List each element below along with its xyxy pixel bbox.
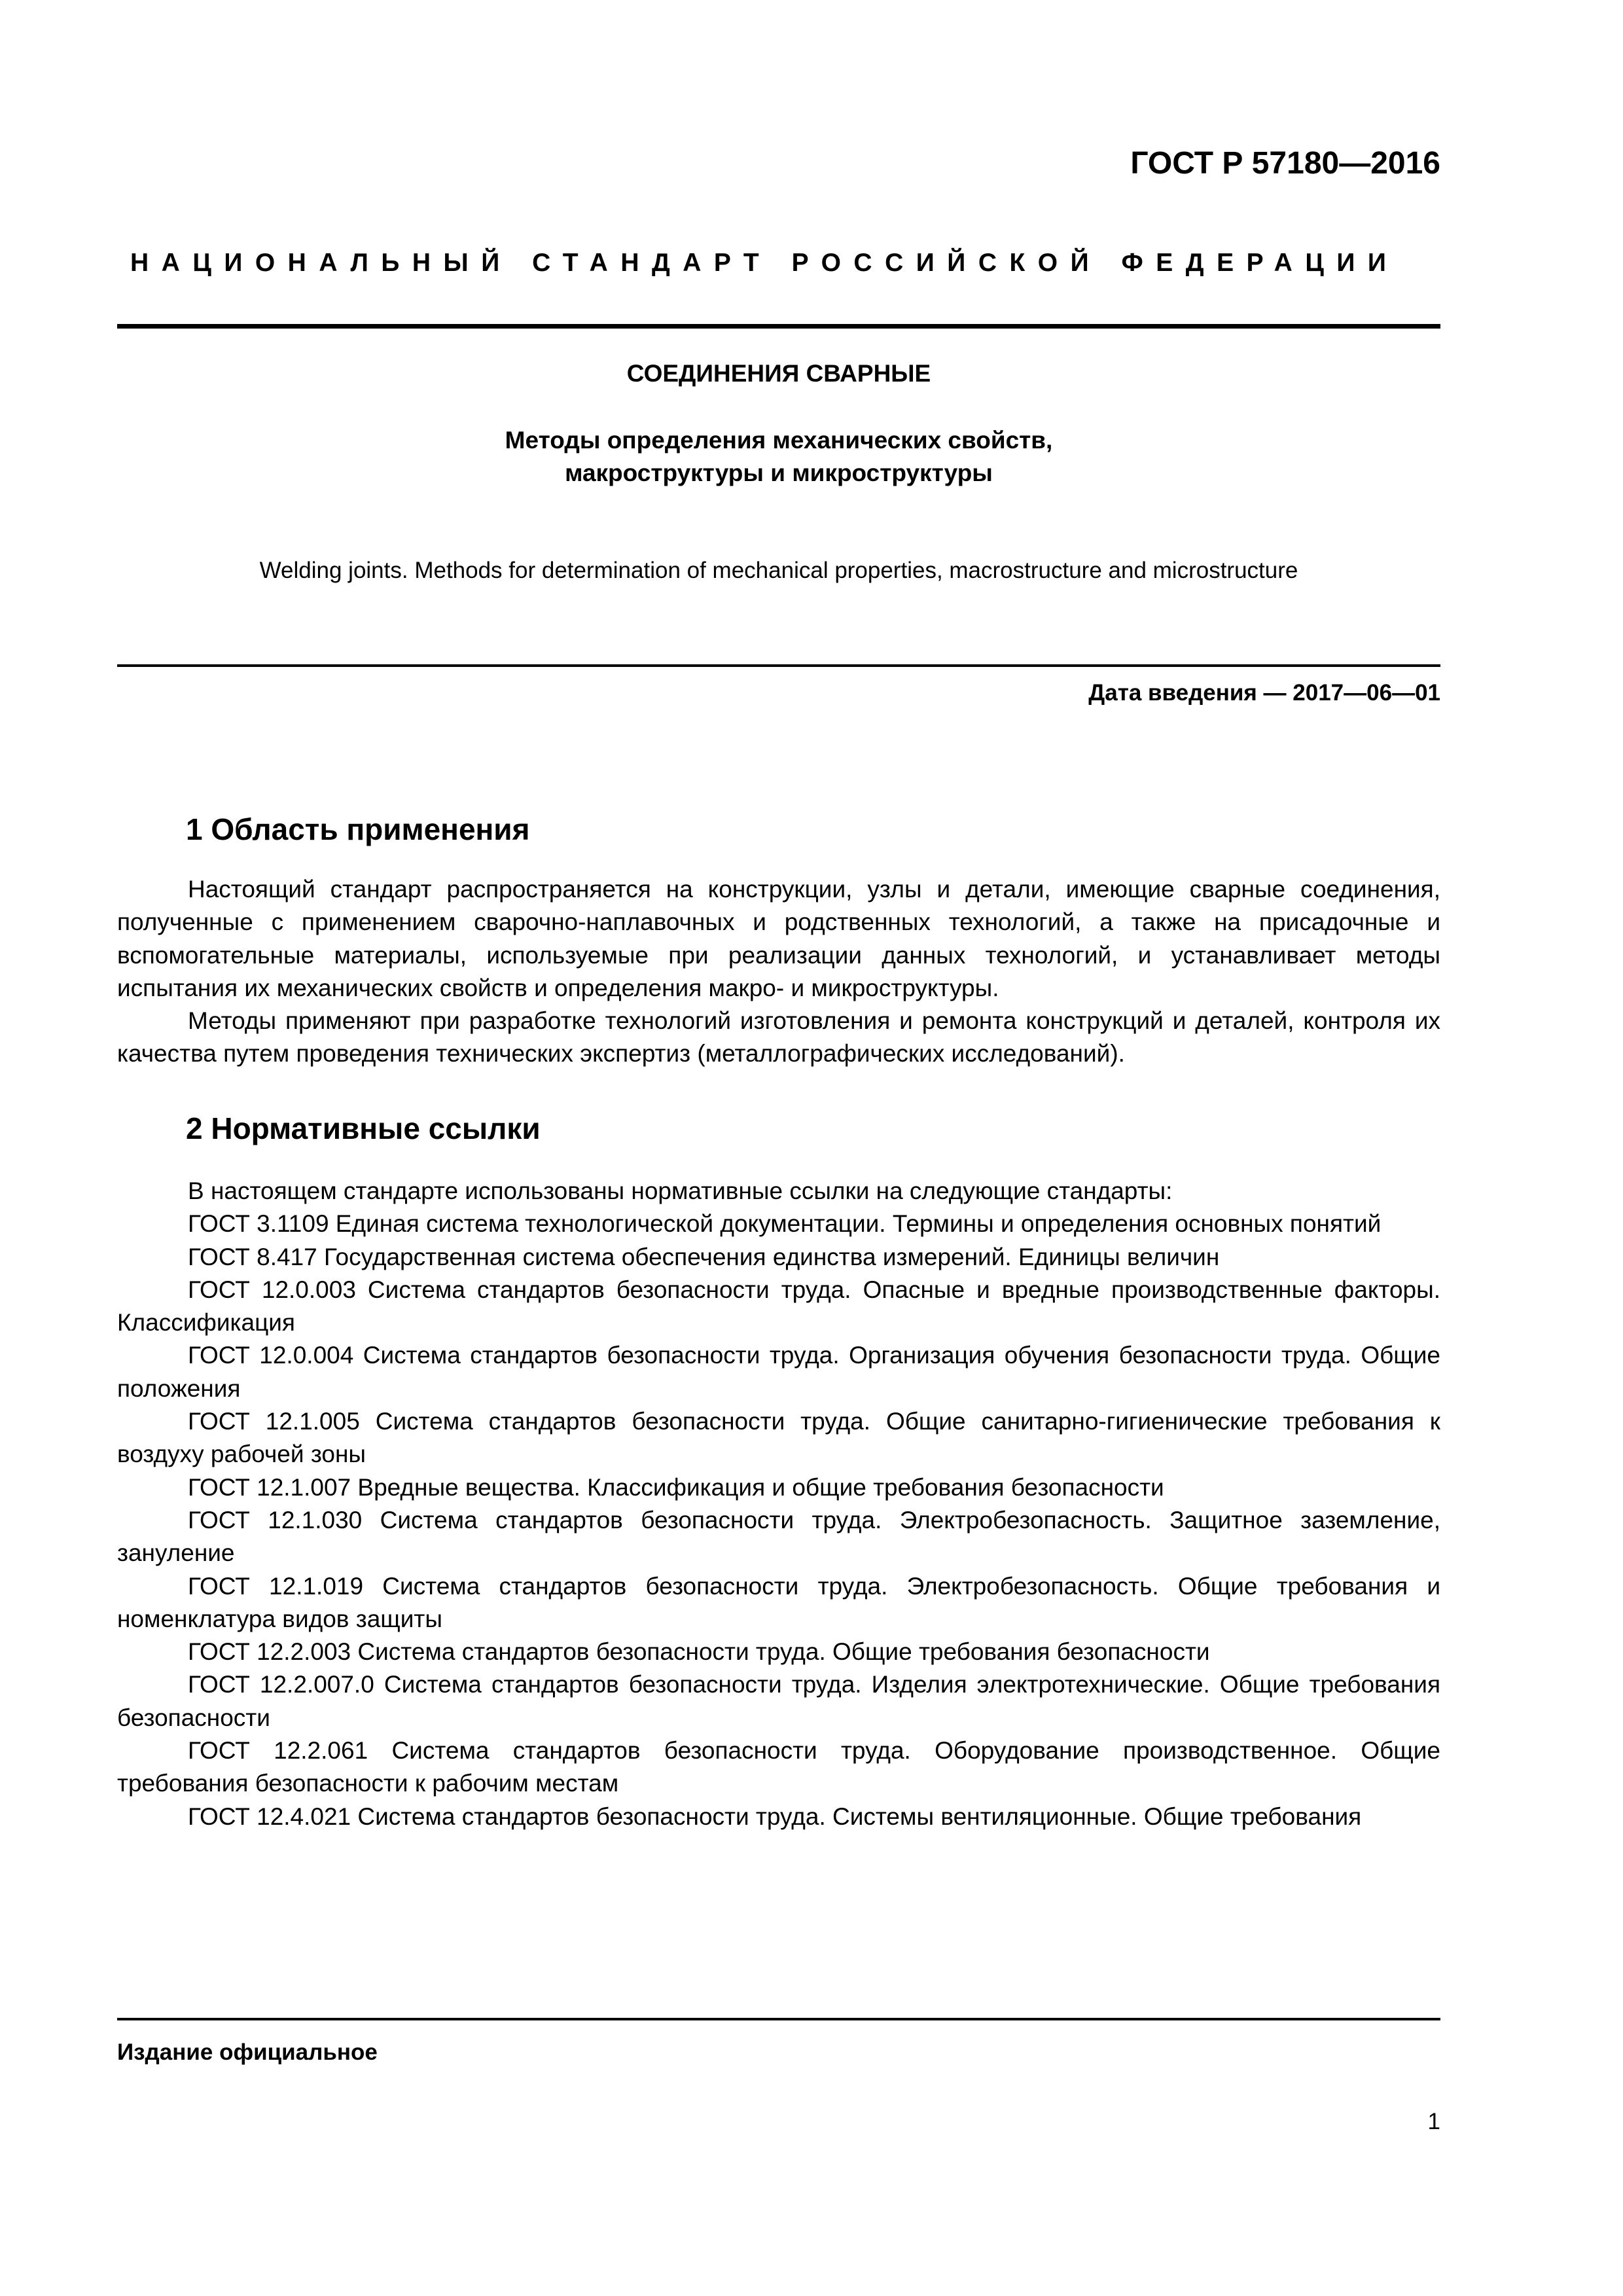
introduction-date: Дата введения — 2017—06—01 [1088,680,1440,706]
section-1-paragraph: Настоящий стандарт распространяется на конструкции, узлы и детали, имеющие сварные соединения, полученные с применением сварочно-наплавочных и родственных технологий, а также на присадочные и вспомогательные материалы, используемые при реализации данных технологий, и устанавливает методы испытания их механических свойств и определения макро- и микроструктуры. [117,876,1440,1001]
section-1-body [117,873,1440,1071]
reference-item: ГОСТ 12.0.004 Система стандартов безопасности труда. Организация обучения безопасности труда. Общие положения [117,1342,1440,1402]
document-subtitle [117,424,1440,490]
reference-item: ГОСТ 12.0.003 Система стандартов безопасности труда. Опасные и вредные производственные факторы. Классификация [117,1276,1440,1336]
reference-item: ГОСТ 3.1109 Единая система технологической документации. Термины и определения основных понятий [188,1210,1382,1238]
document-title: СОЕДИНЕНИЯ СВАРНЫЕ [626,360,931,387]
section-2-heading: 2 Нормативные ссылки [186,1111,541,1145]
title-rule [117,664,1440,667]
reference-item: ГОСТ 12.2.061 Система стандартов безопасности труда. Оборудование производственное. Общие требования безопасности к рабочим местам [117,1737,1440,1797]
official-edition-label: Издание официальное [117,2039,378,2065]
footer-rule [117,2018,1440,2020]
subtitle-line-1: Методы определения механических свойств, [505,427,1053,454]
section-1-heading: 1 Область применения [186,812,530,846]
reference-item: ГОСТ 8.417 Государственная система обеспечения единства измерений. Единицы величин [188,1243,1220,1270]
national-standard-banner: НАЦИОНАЛЬНЫЙ СТАНДАРТ РОССИЙСКОЙ ФЕДЕРАЦИИ [130,249,1399,277]
document-code: ГОСТ Р 57180—2016 [1130,146,1440,181]
section-2-body [117,1175,1440,1833]
reference-item: ГОСТ 12.2.007.0 Система стандартов безопасности труда. Изделия электротехнические. Общие требования безопасности [117,1671,1440,1731]
section-1-paragraph: Методы применяют при разработке технологий изготовления и ремонта конструкций и деталей, контроля их качества путем проведения технических экспертиз (металлографических исследований). [117,1007,1440,1067]
header-rule [117,324,1440,329]
reference-item: ГОСТ 12.1.019 Система стандартов безопасности труда. Электробезопасность. Общие требования и номенклатура видов защиты [117,1572,1440,1632]
subtitle-line-2: макроструктуры и микроструктуры [565,459,993,486]
section-2-intro: В настоящем стандарте использованы нормативные ссылки на следующие стандарты: [188,1177,1173,1204]
reference-item: ГОСТ 12.2.003 Система стандартов безопасности труда. Общие требования безопасности [188,1638,1210,1666]
page-number: 1 [1427,2109,1440,2134]
reference-item: ГОСТ 12.1.005 Система стандартов безопасности труда. Общие санитарно-гигиенические требования к воздуху рабочей зоны [117,1408,1440,1468]
reference-item: ГОСТ 12.1.007 Вредные вещества. Классификация и общие требования безопасности [188,1473,1164,1501]
english-title: Welding joints. Methods for determination of mechanical properties, macrostructure and microstructure [259,558,1298,583]
reference-item: ГОСТ 12.4.021 Система стандартов безопасности труда. Системы вентиляционные. Общие требования [188,1803,1362,1830]
reference-item: ГОСТ 12.1.030 Система стандартов безопасности труда. Электробезопасность. Защитное заземление, зануление [117,1506,1440,1567]
